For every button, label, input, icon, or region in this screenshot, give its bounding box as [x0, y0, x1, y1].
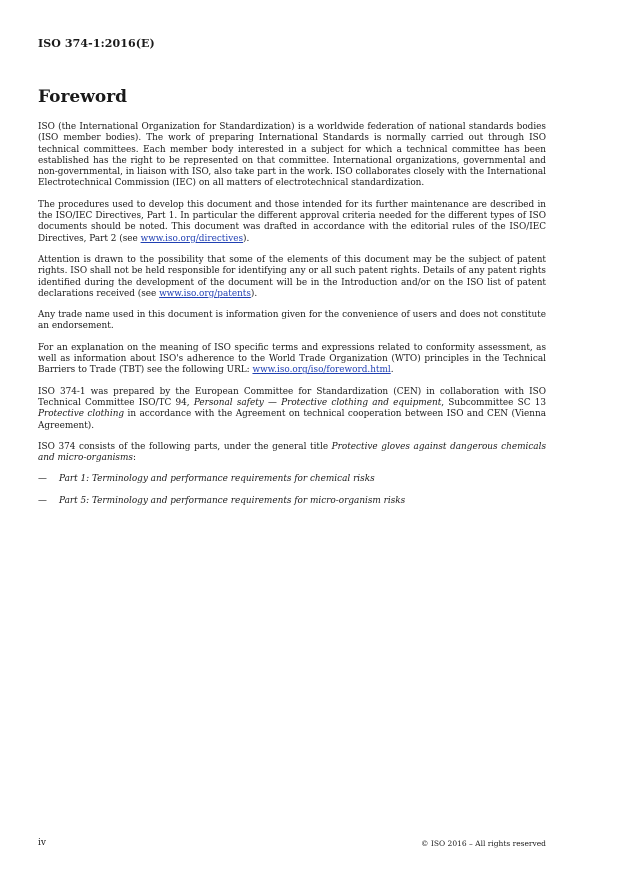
list-item-text: Part 5: Terminology and performance requirements for micro-organism risks [59, 495, 406, 506]
list-dash: — [38, 495, 47, 506]
list-dash: — [38, 474, 47, 485]
list-item [38, 496, 546, 507]
foreword-body [38, 122, 546, 517]
patents-link[interactable]: www.iso.org/patents [159, 288, 251, 299]
foreword-link[interactable]: www.iso.org/iso/foreword.html [252, 365, 391, 376]
document-identifier: ISO 374-1:2016(E) [38, 37, 155, 50]
paragraph-preparation: ISO 374-1 was prepared by the European Committee for Standardization (CEN) in collaboration with ISO Technical Committee ISO/TC 94, Personal safety — Protective clothing and equipment, Subcommittee SC 13 Protective clothing in accordance with the Agreement on technical cooperation between ISO and CEN (Vienna Agreement). [38, 386, 547, 431]
paragraph-iso-intro: ISO (the International Organization for Standardization) is a worldwide federation of national standards bodies (ISO member bodies). The work of preparing International Standards is normally carried out through ISO technical committees. Each member body interested in a subject for which a technical committee has been established has the right to be represented on that committee. International organizations, governmental and non-governmental, in liaison with ISO, also take part in the work. ISO collaborates closely with the International Electrotechnical Commission (IEC) on all matters of electrotechnical standardization. [38, 122, 546, 189]
page-number: iv [38, 838, 46, 848]
paragraph-conformity: For an explanation on the meaning of ISO specific terms and expressions related to conformity assessment, as well as information about ISO's adherence to the World Trade Organization (WTO) principles in the Technical Barriers to Trade (TBT) see the following URL: www.iso.org/iso/foreword.html. [38, 342, 546, 376]
paragraph-patents: Attention is drawn to the possibility that some of the elements of this document may be the subject of patent rights. ISO shall not be held responsible for identifying any or all such patent rights. Details of any patent rights identified during the development of the document will be in the Introduction and/or on the ISO list of patent declarations received (see www.iso.org/patents). [38, 254, 546, 299]
paragraph-parts: ISO 374 consists of the following parts, under the general title Protective gloves against dangerous chemicals and micro-organisms: [38, 441, 546, 464]
paragraph-trade-name: Any trade name used in this document is information given for the convenience of users and does not constitute an endorsement. [38, 310, 546, 332]
directives-link[interactable]: www.iso.org/directives [140, 233, 244, 244]
list-item-text: Part 1: Terminology and performance requirements for chemical risks [59, 474, 375, 485]
page-title: Foreword [38, 87, 128, 107]
paragraph-procedures: The procedures used to develop this document and those intended for its further maintenance are described in the ISO/IEC Directives, Part 1. In particular the different approval criteria needed for the different types of ISO documents should be noted. This document was drafted in accordance with the editorial rules of the ISO/IEC Directives, Part 2 (see www.iso.org/directives). [38, 199, 546, 244]
copyright-notice: © ISO 2016 – All rights reserved [421, 839, 546, 848]
list-item [38, 474, 546, 485]
